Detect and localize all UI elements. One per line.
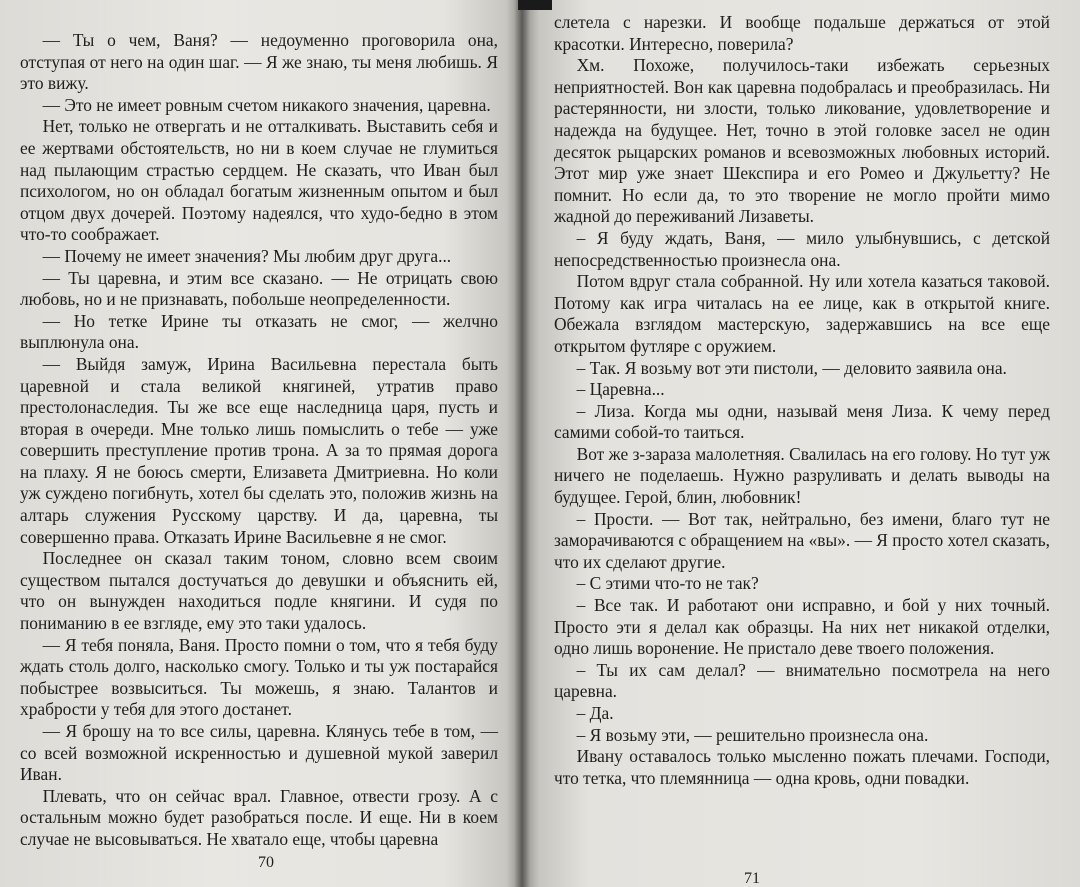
paragraph: — Ты о чем, Ваня? — недоуменно проговорила она, отступая от него на один шаг. — Я же знаю, ты меня любишь. Я это вижу. <box>20 30 498 94</box>
paragraph: – Да. <box>576 703 614 723</box>
right-page-text <box>554 12 1050 789</box>
spine-shadow <box>518 0 552 10</box>
paragraph: – Я буду ждать, Ваня, — мило улыбнувшись, с детской непосредственностью произнесла она. <box>554 227 1050 270</box>
paragraph: – С этими что-то не так? <box>576 573 759 594</box>
paragraph: — Я брошу на то все силы, царевна. Клянусь тебе в том, — со всей возможной искренностью и душевной мукой заверил Иван. <box>20 721 498 785</box>
left-page-number: 70 <box>258 854 274 871</box>
right-page-number: 71 <box>744 870 760 887</box>
paragraph: – Прости. — Вот так, нейтрально, без имени, благо тут не заморачиваются с обращением на «вы». — Я просто хотел сказать, что их сделают другие. <box>554 508 1051 572</box>
left-page-text <box>20 30 498 851</box>
paragraph: Ивану оставалось только мысленно пожать плечами. Господи, что тетка, что племянница — одна кровь, одни повадки. <box>554 746 1050 788</box>
paragraph: – Лиза. Когда мы одни, называй меня Лиза. К чему перед самими собой-то таиться. <box>554 400 1050 443</box>
paragraph: Потом вдруг стала собранной. Ну или хотела казаться таковой. Потому как игра читалась на ее лице, как в открытой книге. Обежала взглядом мастерскую, задержавшись на все еще открытом футляре с оружием. <box>554 271 1050 356</box>
paragraph: — Выйдя замуж, Ирина Васильевна перестала быть царевной и стала великой княгиней, утратив право престолонаследия. Ты же все еще наследница царя, пусть и вторая в очереди. Мне только лишь помыслить о тебе — уже совершить преступление против трона. А за то прямая дорога на плаху. Я не боюсь смерти, Елизавета Дмитриевна. Но коли уж суждено погибнуть, хотел бы сделать это, положив жизнь на алтарь служения Русскому царству. И да, царевна, ты совершенно права. Отказать Ирине Васильевне я не смог. <box>20 353 498 547</box>
left-page <box>0 0 522 887</box>
paragraph: — Ты царевна, и этим все сказано. — Не отрицать свою любовь, но и не признавать, побольше неопределенности. <box>20 267 498 310</box>
right-page <box>522 0 1080 887</box>
paragraph: – Царевна... <box>576 379 665 400</box>
book-spine <box>514 0 530 887</box>
paragraph: – Так. Я возьму вот эти пистоли, — деловито заявила она. <box>576 357 1007 378</box>
paragraph: Нет, только не отвергать и не отталкивать. Выставить себя и ее жертвами обстоятельств, но ни в коем случае не глумиться над пылающим страстью сердцем. Не сказать, что Иван был психологом, но он обладал богатым жизненным опытом и был отцом двух дочерей. Поэтому надеялся, что худо-бедно в этом что-то соображает. <box>20 116 498 245</box>
paragraph: Последнее он сказал таким тоном, словно всем своим существом пытался достучаться до девушки и объяснить ей, что он вынужден находиться подле княгини. И судя по пониманию в ее взгляде, ему это таки удалось. <box>20 548 498 634</box>
paragraph: слетела с нарезки. И вообще подальше держаться от этой красотки. Интересно, поверила? <box>554 12 1050 54</box>
paragraph: – Я возьму эти, — решительно произнесла она. <box>576 724 929 745</box>
paragraph: – Все так. И работают они исправно, и бой у них точный. Просто эти я делал как образцы. На них нет никакой отделки, одно лишь воронение. Не пристало деве твоего положения. <box>554 595 1050 659</box>
paragraph: — Это не имеет ровным счетом никакого значения, царевна. <box>42 94 491 115</box>
paragraph: Вот же з-зараза малолетняя. Свалилась на его голову. Но тут уж ничего не поделаешь. Нужно разруливать и делать выводы на будущее. Герой, блин, любовник! <box>554 443 1050 508</box>
paragraph: — Почему не имеет значения? Мы любим друг друга... <box>42 245 452 266</box>
paragraph: – Ты их сам делал? — внимательно посмотрела на него царевна. <box>554 659 1050 702</box>
paragraph: — Но тетке Ирине ты отказать не смог, — желчно выплюнула она. <box>20 310 498 353</box>
paragraph: Плевать, что он сейчас врал. Главное, отвести грозу. А с остальным можно будет разобраться после. И еще. Ни в коем случае не высовываться. Не хватало еще, чтобы царевна <box>20 785 498 849</box>
paragraph: Хм. Похоже, получилось-таки избежать серьезных неприятностей. Вон как царевна подобралась и преобразилась. Ни растерянности, ни злости, только ликование, удовлетворение и надежда на будущее. Нет, точно в этой головке засел не один десяток рыцарских романов и всевозможных любовных историй. Этот мир уже знает Шекспира и его Ромео и Джульетту? Не помнит. Но если да, то это творение не могло пройти мимо жадной до переживаний Лизаветы. <box>554 55 1050 227</box>
paragraph: — Я тебя поняла, Ваня. Просто помни о том, что я тебя буду ждать столь долго, насколько смогу. Только и ты уж постарайся побыстрее возвыситься. Ты можешь, я знаю. Талантов и храбрости у тебя для этого достанет. <box>20 634 498 720</box>
